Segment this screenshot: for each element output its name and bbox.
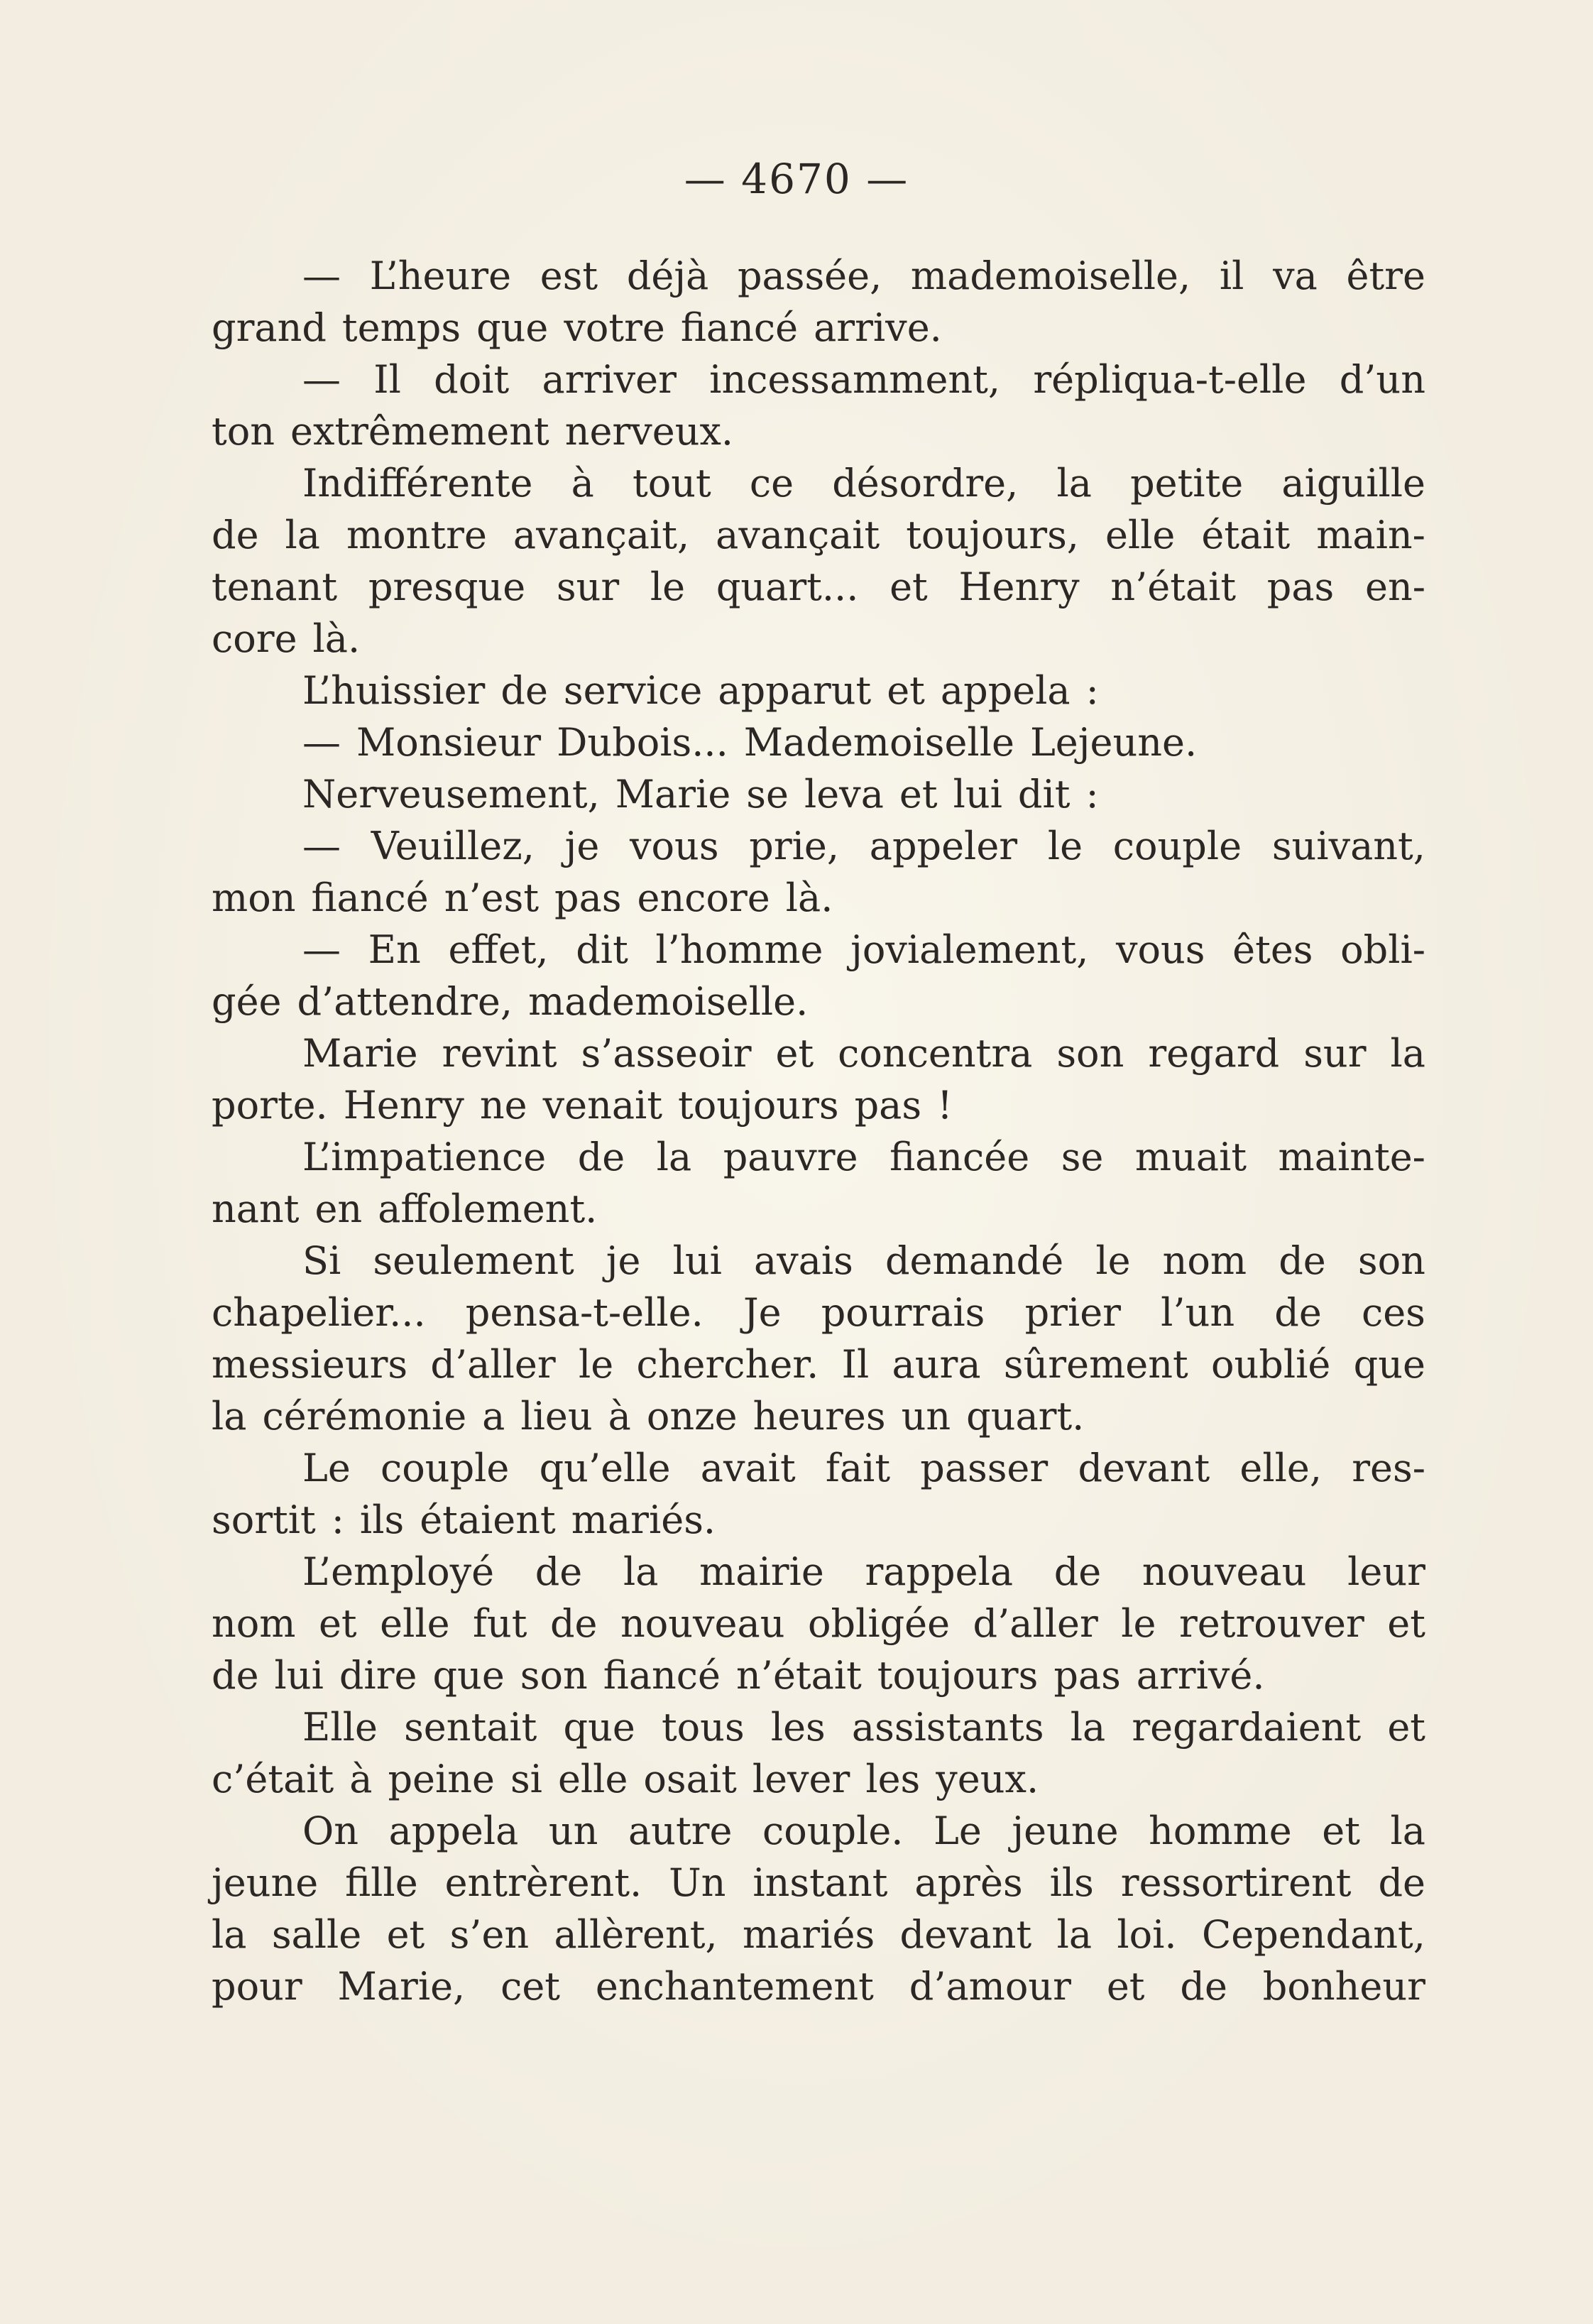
word: dit xyxy=(576,927,628,972)
word: jeune xyxy=(1012,1809,1119,1853)
word: que xyxy=(432,1653,505,1698)
word: la xyxy=(1056,1912,1093,1957)
word: son xyxy=(520,1653,588,1698)
word: passer xyxy=(920,1446,1049,1490)
word: là. xyxy=(785,875,833,920)
word: la xyxy=(1056,461,1092,506)
word: et xyxy=(889,564,928,609)
word: cet xyxy=(500,1964,560,2009)
word: mademoiselle. xyxy=(528,979,809,1024)
word: dire xyxy=(339,1653,417,1698)
text-line xyxy=(212,457,1425,509)
word: tout xyxy=(633,461,711,506)
word: fille xyxy=(345,1860,418,1905)
word: votre xyxy=(564,305,665,350)
word: que xyxy=(563,1705,635,1750)
word: ils xyxy=(1049,1860,1094,1905)
word: fut xyxy=(473,1601,527,1646)
word: son xyxy=(1357,1238,1425,1283)
word: mairie xyxy=(699,1549,824,1594)
word: à xyxy=(349,1757,373,1801)
word: le xyxy=(650,564,686,609)
word: de xyxy=(212,513,259,557)
word: l’un xyxy=(1161,1290,1235,1335)
word: heures xyxy=(752,1394,886,1439)
word: demandé xyxy=(885,1238,1064,1283)
word: On xyxy=(302,1809,359,1853)
word: avançait, xyxy=(513,513,690,557)
word: avait xyxy=(700,1446,796,1490)
word: a xyxy=(482,1394,505,1439)
word: Henry xyxy=(958,564,1080,609)
text-line xyxy=(212,820,1425,872)
word: tous xyxy=(661,1705,745,1750)
word: arrivé. xyxy=(1136,1653,1265,1698)
word: loi. xyxy=(1117,1912,1177,1957)
word: sortit xyxy=(212,1497,316,1542)
word: porte. xyxy=(212,1083,328,1128)
word: se xyxy=(1061,1135,1104,1179)
word: et xyxy=(1387,1705,1425,1750)
word: elle xyxy=(1105,513,1176,557)
word: gée xyxy=(212,979,282,1024)
word: nom xyxy=(212,1601,296,1646)
word: Monsieur xyxy=(356,720,542,765)
word: mariés xyxy=(743,1912,875,1957)
word: retrouver xyxy=(1178,1601,1364,1646)
word: sur xyxy=(556,564,620,609)
word: n’est xyxy=(444,875,540,920)
word: de xyxy=(577,1135,625,1179)
word: seulement xyxy=(373,1238,574,1283)
word: nom xyxy=(1162,1238,1247,1283)
word: la xyxy=(1390,1031,1425,1076)
word: nouveau xyxy=(620,1601,785,1646)
word: ces xyxy=(1361,1290,1425,1335)
word: L’huissier xyxy=(302,668,486,713)
word: jovialement, xyxy=(850,927,1089,972)
word: — xyxy=(302,720,341,765)
word: était xyxy=(1201,513,1291,557)
word: le xyxy=(1047,824,1083,868)
text-line xyxy=(212,1909,1425,1960)
word: après xyxy=(914,1860,1023,1905)
word: ce xyxy=(749,461,794,506)
word: — xyxy=(302,927,341,972)
word: fiancé xyxy=(680,305,799,350)
word: entrèrent. xyxy=(444,1860,642,1905)
text-line xyxy=(212,405,1425,457)
word: ressortirent xyxy=(1120,1860,1352,1905)
word: couple. xyxy=(762,1809,904,1853)
text-line xyxy=(212,1857,1425,1909)
word: que xyxy=(476,305,549,350)
word: enchantement xyxy=(595,1964,874,2009)
word: mon xyxy=(212,875,296,920)
word: jeune xyxy=(212,1860,319,1905)
word: de xyxy=(1180,1964,1227,2009)
word: Marie xyxy=(615,772,731,817)
word: la xyxy=(212,1912,247,1957)
text-line xyxy=(212,1701,1425,1753)
word: lui xyxy=(274,1653,324,1698)
text-line xyxy=(212,665,1425,716)
word: En xyxy=(368,927,421,972)
text-line xyxy=(212,768,1425,820)
word: et xyxy=(775,1031,814,1076)
word: chapelier... xyxy=(212,1290,426,1335)
word: messieurs xyxy=(212,1342,408,1387)
text-line xyxy=(212,1027,1425,1079)
word: incessamment, xyxy=(709,357,1001,402)
word: leva xyxy=(804,772,884,817)
word: arriver xyxy=(542,357,677,402)
word: n’était xyxy=(1110,564,1237,609)
word: la xyxy=(285,513,320,557)
word: mariés. xyxy=(571,1497,716,1542)
word: petite xyxy=(1130,461,1244,506)
word: avais xyxy=(754,1238,853,1283)
word: presque xyxy=(368,564,526,609)
word: pas xyxy=(1053,1653,1121,1698)
word: et xyxy=(899,772,938,817)
word: pauvre xyxy=(723,1135,858,1179)
word: et xyxy=(1387,1601,1425,1646)
word: Si xyxy=(302,1238,341,1283)
word: Marie xyxy=(302,1031,418,1076)
word: toujours xyxy=(877,1653,1039,1698)
word: il xyxy=(1219,253,1244,298)
word: le xyxy=(1121,1601,1156,1646)
word: les xyxy=(770,1705,826,1750)
word: : xyxy=(1085,772,1099,817)
word: d’attendre, xyxy=(297,979,513,1024)
word: de xyxy=(1274,1290,1322,1335)
word: ton xyxy=(212,409,275,454)
word: Il xyxy=(373,357,401,402)
word: devant xyxy=(1078,1446,1210,1490)
word: Le xyxy=(302,1446,351,1490)
word: c’était xyxy=(212,1757,334,1801)
word: ! xyxy=(937,1083,953,1128)
word: concentra xyxy=(838,1031,1033,1076)
text-line xyxy=(212,976,1425,1027)
word: Indifférente xyxy=(302,461,533,506)
word: Veuillez, xyxy=(371,824,535,868)
word: fiancé xyxy=(311,875,429,920)
word: sur xyxy=(1303,1031,1367,1076)
word: onze xyxy=(646,1394,738,1439)
word: montre xyxy=(346,513,487,557)
word: dit xyxy=(1017,772,1071,817)
word: que xyxy=(1353,1342,1425,1387)
word: — xyxy=(302,357,341,402)
word: Le xyxy=(934,1809,982,1853)
word: le xyxy=(578,1342,614,1387)
word: apparut xyxy=(718,668,872,713)
word: et xyxy=(1322,1809,1360,1853)
word: la xyxy=(212,1394,247,1439)
word: chercher. xyxy=(636,1342,819,1387)
word: les xyxy=(865,1757,921,1801)
word: de xyxy=(549,1601,598,1646)
word: pas xyxy=(854,1083,922,1128)
word: passée, xyxy=(737,253,882,298)
word: temps xyxy=(341,305,461,350)
word: sentait xyxy=(404,1705,537,1750)
word: à xyxy=(608,1394,631,1439)
word: vous xyxy=(630,824,719,868)
word: quart... xyxy=(716,564,859,609)
word: la xyxy=(656,1135,692,1179)
word: la xyxy=(1390,1809,1425,1853)
word: nant xyxy=(212,1186,300,1231)
word: aiguille xyxy=(1281,461,1425,506)
word: Je xyxy=(743,1290,782,1335)
word: un xyxy=(901,1394,951,1439)
word: devant xyxy=(899,1912,1032,1957)
word: suivant, xyxy=(1271,824,1425,868)
word: lever xyxy=(752,1757,850,1801)
word: à xyxy=(571,461,594,506)
word: n’était xyxy=(736,1653,862,1698)
word: se xyxy=(746,772,789,817)
word: je xyxy=(564,824,600,868)
word: extrêmement xyxy=(290,409,549,454)
word: le xyxy=(1095,1238,1131,1283)
word: toujours, xyxy=(906,513,1079,557)
word: Un xyxy=(669,1860,726,1905)
word: arrive. xyxy=(814,305,942,350)
word: de xyxy=(535,1549,583,1594)
word: mainte- xyxy=(1278,1135,1425,1179)
word: Nerveusement, xyxy=(302,772,600,817)
word: : xyxy=(1085,668,1099,713)
word: allèrent, xyxy=(554,1912,718,1957)
word: cérémonie xyxy=(262,1394,467,1439)
word: pas xyxy=(1266,564,1335,609)
word: appela xyxy=(940,668,1071,713)
word: Henry xyxy=(343,1083,464,1128)
text-line xyxy=(212,1442,1425,1494)
word: l’homme xyxy=(655,927,823,972)
word: la xyxy=(623,1549,659,1594)
word: couple xyxy=(1112,824,1242,868)
word: et xyxy=(1106,1964,1145,2009)
word: L’impatience xyxy=(302,1135,547,1179)
body-text xyxy=(212,250,1425,2012)
word: de xyxy=(212,1653,259,1698)
word: de xyxy=(500,668,548,713)
word: d’aller xyxy=(973,1601,1098,1646)
text-line xyxy=(212,613,1425,665)
text-line xyxy=(212,1338,1425,1390)
word: de xyxy=(1053,1549,1102,1594)
word: lieu xyxy=(520,1394,593,1439)
word: là. xyxy=(312,616,361,661)
text-line xyxy=(212,1131,1425,1183)
word: Mademoiselle xyxy=(743,720,1014,765)
word: couple xyxy=(381,1446,510,1490)
word: yeux. xyxy=(936,1757,1039,1801)
page-number: — 4670 — xyxy=(684,155,909,203)
word: toujours xyxy=(678,1083,839,1128)
text-line xyxy=(212,1183,1425,1235)
text-line xyxy=(212,509,1425,561)
word: leur xyxy=(1347,1549,1425,1594)
word: si xyxy=(510,1757,542,1801)
word: est xyxy=(540,253,598,298)
word: un xyxy=(548,1809,598,1853)
word: elle xyxy=(380,1601,450,1646)
text-line xyxy=(212,354,1425,405)
word: d’aller xyxy=(430,1342,556,1387)
word: peine xyxy=(388,1757,495,1801)
text-line xyxy=(212,1598,1425,1649)
word: être xyxy=(1346,253,1425,298)
word: affolement. xyxy=(378,1186,598,1231)
word: Il xyxy=(841,1342,870,1387)
word: fiancée xyxy=(889,1135,1030,1179)
word: de xyxy=(1378,1860,1425,1905)
word: rappela xyxy=(865,1549,1014,1594)
word: elle, xyxy=(1239,1446,1322,1490)
word: qu’elle xyxy=(539,1446,671,1490)
word: d’un xyxy=(1339,357,1425,402)
text-line xyxy=(212,561,1425,613)
text-line xyxy=(212,1235,1425,1287)
word: nerveux. xyxy=(564,409,734,454)
word: quart. xyxy=(966,1394,1085,1439)
text-line xyxy=(212,1494,1425,1546)
word: bonheur xyxy=(1262,1964,1425,2009)
word: fiancé xyxy=(603,1653,721,1698)
word: Lejeune. xyxy=(1029,720,1198,765)
word: Elle xyxy=(302,1705,378,1750)
word: lui xyxy=(953,772,1002,817)
word: je xyxy=(606,1238,641,1283)
word: fait xyxy=(825,1446,891,1490)
word: obli- xyxy=(1340,927,1425,972)
word: êtes xyxy=(1232,927,1313,972)
word: — xyxy=(302,253,341,298)
word: mademoiselle, xyxy=(910,253,1191,298)
word: encore xyxy=(637,875,770,920)
word: appela xyxy=(388,1809,519,1853)
word: prier xyxy=(1024,1290,1121,1335)
word: et xyxy=(386,1912,425,1957)
word: nouveau xyxy=(1142,1549,1307,1594)
word: regardaient xyxy=(1132,1705,1362,1750)
word: désordre, xyxy=(832,461,1019,506)
word: la xyxy=(1070,1705,1106,1750)
word: pourrais xyxy=(821,1290,985,1335)
word: effet, xyxy=(448,927,549,972)
word: lui xyxy=(672,1238,722,1283)
word: : xyxy=(331,1497,344,1542)
word: obligée xyxy=(807,1601,951,1646)
word: oublié xyxy=(1211,1342,1331,1387)
word: répliqua-t-elle xyxy=(1033,357,1307,402)
text-line xyxy=(212,1805,1425,1857)
word: L’employé xyxy=(302,1549,495,1594)
word: pour xyxy=(212,1964,302,2009)
text-line xyxy=(212,716,1425,768)
word: revint xyxy=(442,1031,557,1076)
word: instant xyxy=(752,1860,888,1905)
word: doit xyxy=(434,357,510,402)
word: L’heure xyxy=(369,253,512,298)
word: s’en xyxy=(449,1912,530,1957)
word: et xyxy=(887,668,925,713)
text-line xyxy=(212,1546,1425,1598)
word: autre xyxy=(628,1809,733,1853)
text-line xyxy=(212,924,1425,976)
word: — xyxy=(302,824,341,868)
word: core xyxy=(212,616,297,661)
word: aura xyxy=(892,1342,981,1387)
word: Cependant, xyxy=(1201,1912,1425,1957)
word: son xyxy=(1056,1031,1124,1076)
word: sûrement xyxy=(1003,1342,1188,1387)
word: de xyxy=(1279,1238,1326,1283)
text-line xyxy=(212,1649,1425,1701)
word: appeler xyxy=(869,824,1018,868)
word: Marie, xyxy=(337,1964,466,2009)
text-line xyxy=(212,872,1425,924)
word: d’amour xyxy=(909,1964,1071,2009)
word: venait xyxy=(542,1083,663,1128)
word: assistants xyxy=(851,1705,1044,1750)
word: Dubois... xyxy=(557,720,728,765)
text-line xyxy=(212,1960,1425,2012)
word: ne xyxy=(479,1083,527,1128)
word: muait xyxy=(1134,1135,1247,1179)
text-line xyxy=(212,1390,1425,1442)
text-line xyxy=(212,1753,1425,1805)
word: osait xyxy=(643,1757,737,1801)
word: étaient xyxy=(420,1497,556,1542)
text-line xyxy=(212,1287,1425,1338)
word: pensa-t-elle. xyxy=(465,1290,704,1335)
text-line xyxy=(212,302,1425,354)
word: grand xyxy=(212,305,327,350)
word: prie, xyxy=(749,824,840,868)
word: s’asseoir xyxy=(581,1031,752,1076)
word: pas xyxy=(554,875,622,920)
word: homme xyxy=(1149,1809,1292,1853)
word: et xyxy=(318,1601,357,1646)
word: en xyxy=(314,1186,363,1231)
word: service xyxy=(563,668,703,713)
word: main- xyxy=(1316,513,1425,557)
word: vous xyxy=(1116,927,1205,972)
word: avançait xyxy=(716,513,880,557)
text-line xyxy=(212,1079,1425,1131)
word: res- xyxy=(1352,1446,1425,1490)
text-line xyxy=(212,250,1425,302)
word: en- xyxy=(1364,564,1425,609)
word: salle xyxy=(271,1912,362,1957)
word: tenant xyxy=(212,564,338,609)
word: regard xyxy=(1148,1031,1280,1076)
word: ils xyxy=(359,1497,405,1542)
word: déjà xyxy=(626,253,709,298)
word: va xyxy=(1273,253,1318,298)
word: elle xyxy=(557,1757,628,1801)
